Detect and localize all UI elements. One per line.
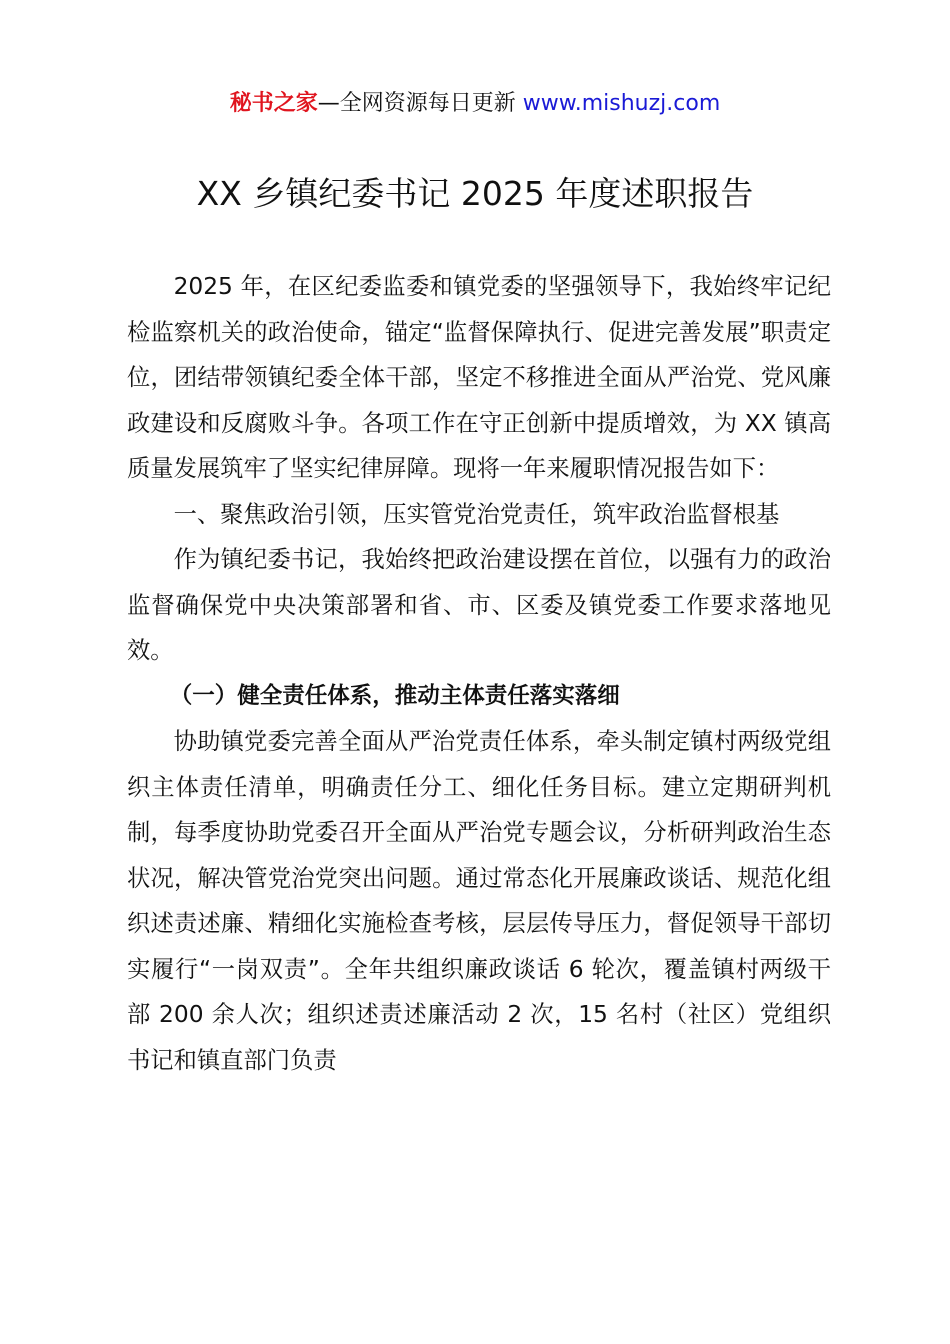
- site-header: [0, 88, 950, 120]
- site-url-link[interactable]: www.mishuzj.com: [522, 91, 721, 116]
- intro-paragraph: 2025 年，在区纪委监委和镇党委的坚强领导下，我始终牢记纪检监察机关的政治使命，锚定“监督保障执行、促进完善发展”职责定位，团结带领镇纪委全体干部，坚定不移推进全面从严治党、党风廉政建设和反腐败斗争。各项工作在守正创新中提质增效，为 XX 镇高质量发展筑牢了坚实纪律屏障。现将一年来履职情况报告如下：: [127, 273, 831, 482]
- document-body: [127, 264, 831, 1083]
- subsection-heading: （一）健全责任体系，推动主体责任落实落细: [169, 682, 620, 709]
- section-heading: 一、聚焦政治引领，压实管党治党责任，筑牢政治监督根基: [173, 500, 780, 528]
- section-paragraph: 作为镇纪委书记，我始终把政治建设摆在首位，以强有力的政治监督确保党中央决策部署和省、市、区委及镇党委工作要求落地见效。: [127, 546, 831, 664]
- document-title: XX 乡镇纪委书记 2025 年度述职报告: [196, 174, 754, 213]
- subsection-paragraph: 协助镇党委完善全面从严治党责任体系，牵头制定镇村两级党组织主体责任清单，明确责任分工、细化任务目标。建立定期研判机制，每季度协助党委召开全面从严治党专题会议，分析研判政治生态状况，解决管党治党突出问题。通过常态化开展廉政谈话、规范化组织述责述廉、精细化实施检查考核，层层传导压力，督促领导干部切实履行“一岗双责”。全年共组织廉政谈话 6 轮次，覆盖镇村两级干部 200 余人次；组织述责述廉活动 2 次，15 名村（社区）党组织书记和镇直部门负责: [127, 728, 831, 1074]
- site-brand: 秘书之家: [229, 91, 318, 116]
- site-tagline: —全网资源每日更新: [317, 91, 523, 116]
